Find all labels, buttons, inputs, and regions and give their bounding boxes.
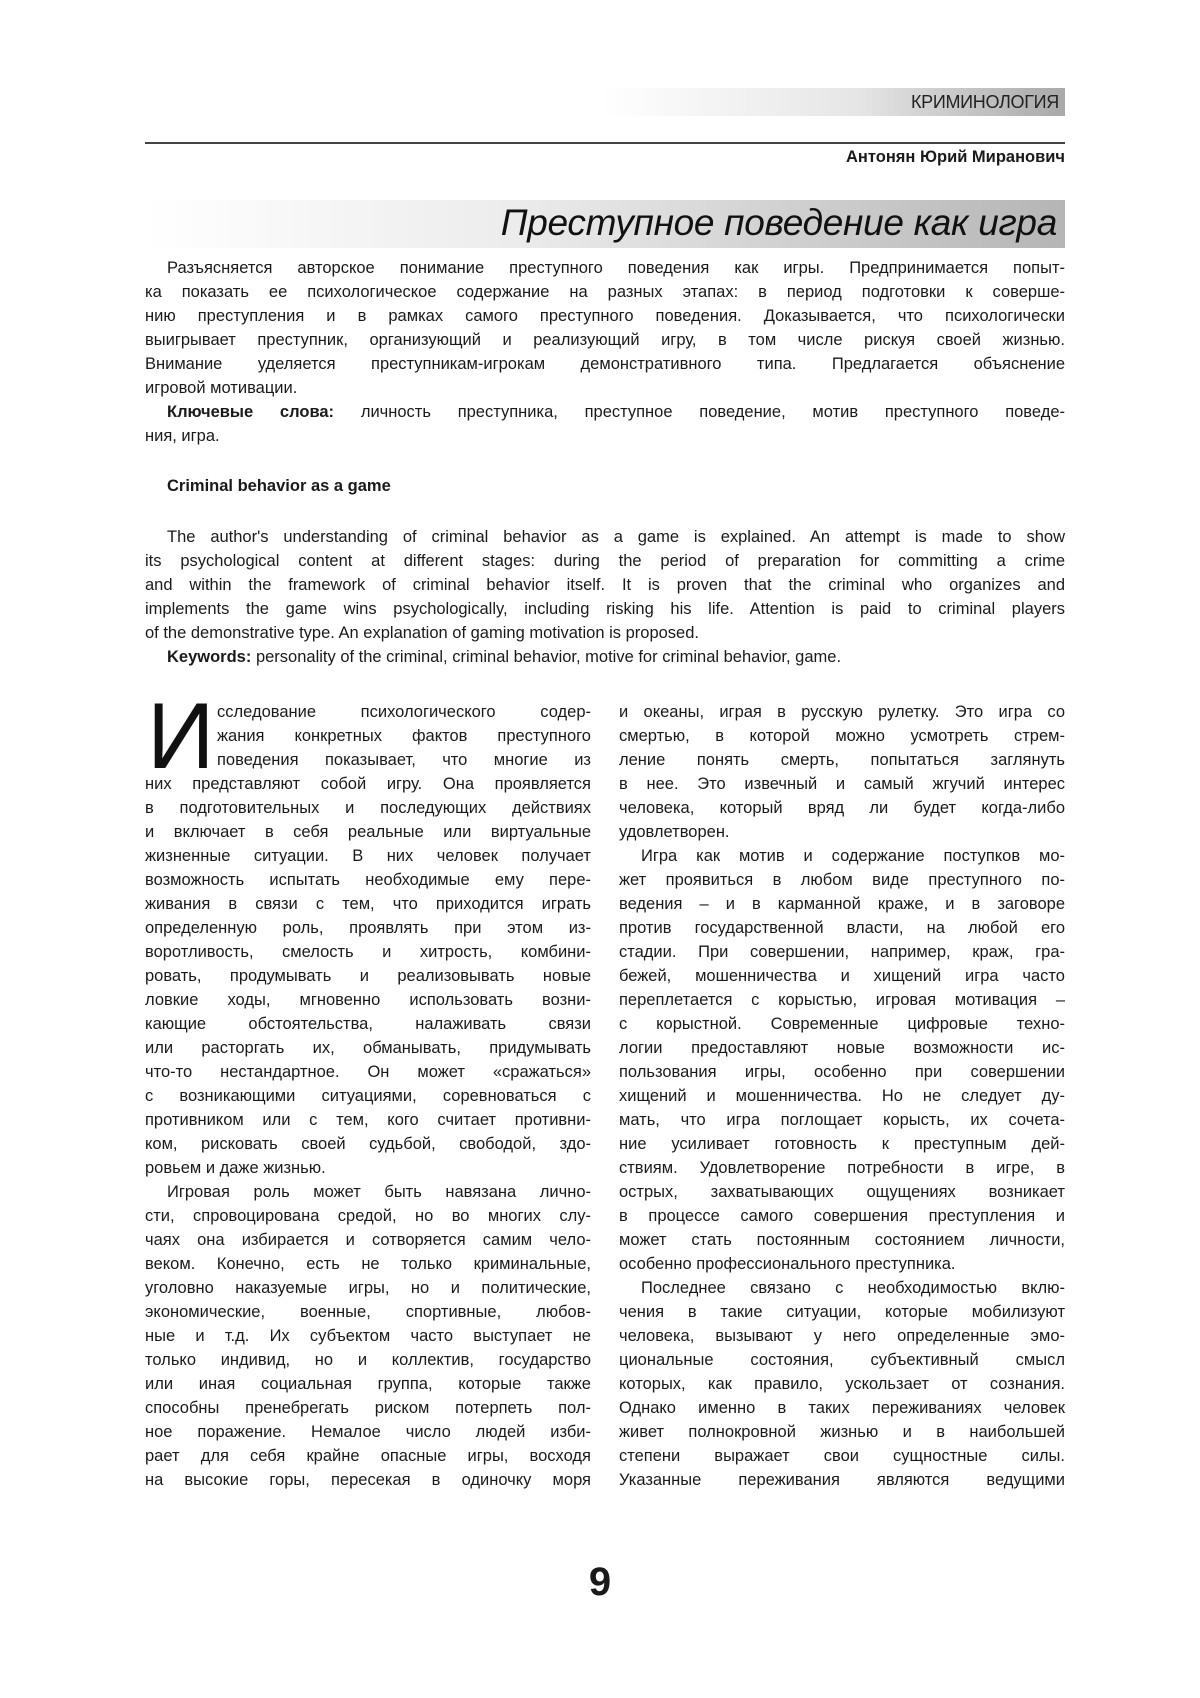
keywords-label: Keywords:	[167, 648, 251, 666]
text-line: Внимание уделяется преступникам-игрокам демонстративного типа. Предлагается объяснение	[145, 352, 1065, 376]
text-line: Игра как мотив и содержание поступков мо-	[619, 844, 1065, 868]
text-line: против государственной власти, на любой его	[619, 916, 1065, 940]
text-line: ровьем и даже жизнью.	[145, 1156, 591, 1180]
text-line: только индивид, но и коллектив, государство	[145, 1348, 591, 1372]
header-divider	[145, 142, 1065, 144]
text-line: возможность испытать необходимые ему пере-	[145, 868, 591, 892]
keywords-label: Ключевые слова:	[167, 403, 334, 421]
text-line: живания в связи с тем, что приходится играть	[145, 892, 591, 916]
text-line: что-то нестандартное. Он может «сражаться»	[145, 1060, 591, 1084]
keywords-text: personality of the criminal, criminal behavior, motive for criminal behavior, game.	[251, 648, 841, 666]
text-line: ловкие ходы, мгновенно использовать возни-	[145, 988, 591, 1012]
english-title: Criminal behavior as a game	[167, 477, 391, 496]
abstract-russian	[145, 256, 1065, 448]
text-line: экономические, военные, спортивные, любов-	[145, 1300, 591, 1324]
text-line: в процессе самого совершения преступления и	[619, 1204, 1065, 1228]
keywords-text: личность преступника, преступное поведение, мотив преступного поведе-	[334, 403, 1065, 421]
text-line: острых, захватывающих ощущениях возникает	[619, 1180, 1065, 1204]
text-line: Указанные переживания являются ведущими	[619, 1468, 1065, 1492]
text-line: переплетается с корыстью, игровая мотивация –	[619, 988, 1065, 1012]
text-line: в нее. Это извечный и самый жгучий интерес	[619, 772, 1065, 796]
text-line: циональные состояния, субъективный смысл	[619, 1348, 1065, 1372]
paragraph	[145, 700, 591, 1180]
text-line: The author's understanding of criminal behavior as a game is explained. An attempt is made to show	[145, 525, 1065, 549]
text-line: игровой мотивации.	[145, 376, 1065, 400]
text-line	[145, 645, 1065, 669]
text-line: степени выражает свои сущностные силы.	[619, 1444, 1065, 1468]
paragraph	[619, 700, 1065, 844]
text-line: и океаны, играя в русскую рулетку. Это игра со	[619, 700, 1065, 724]
text-line: на высокие горы, пересекая в одиночку моря	[145, 1468, 591, 1492]
text-line: ровать, продумывать и реализовывать новые	[145, 964, 591, 988]
text-line: бежей, мошенничества и хищений игра часто	[619, 964, 1065, 988]
text-line: способны пренебрегать риском потерпеть пол-	[145, 1396, 591, 1420]
text-line: с возникающими ситуациями, соревноваться с	[145, 1084, 591, 1108]
text-line: implements the game wins psychologically, including risking his life. Attention is paid to criminal players	[145, 597, 1065, 621]
text-line: ные и т.д. Их субъектом часто выступает не	[145, 1324, 591, 1348]
text-line: веком. Конечно, есть не только криминальные,	[145, 1252, 591, 1276]
text-line: с корыстной. Современные цифровые техно-	[619, 1012, 1065, 1036]
text-line: ление понять смерть, попытаться заглянуть	[619, 748, 1065, 772]
text-line: of the demonstrative type. An explanation of gaming motivation is proposed.	[145, 621, 1065, 645]
text-line: ком, рисковать своей судьбой, свободой, здо-	[145, 1132, 591, 1156]
text-line: Однако именно в таких переживаниях человек	[619, 1396, 1065, 1420]
text-line: человека, который вряд ли будет когда-либо	[619, 796, 1065, 820]
text-line: определенную роль, проявлять при этом из-	[145, 916, 591, 940]
section-header-band	[600, 88, 1065, 116]
text-line: нию преступления и в рамках самого преступного поведения. Доказывается, что психологически	[145, 304, 1065, 328]
text-line: живет полнокровной жизнью и в наибольшей	[619, 1420, 1065, 1444]
body-right-column	[619, 700, 1065, 1492]
text-line: уголовно наказуемые игры, но и политические,	[145, 1276, 591, 1300]
text-line: пользования игры, особенно при совершении	[619, 1060, 1065, 1084]
text-line: ние усиливает готовность к преступным дей-	[619, 1132, 1065, 1156]
article-title: Преступное поведение как игра	[501, 202, 1057, 244]
text-line: ния, игра.	[145, 424, 1065, 448]
text-line: которых, как правило, ускользает от сознания.	[619, 1372, 1065, 1396]
abstract-english	[145, 525, 1065, 669]
text-line: чения в такие ситуации, которые мобилизуют	[619, 1300, 1065, 1324]
text-line: поведения показывает, что многие из	[217, 748, 591, 772]
text-line: логии предоставляют новые возможности ис-	[619, 1036, 1065, 1060]
text-line: удовлетворен.	[619, 820, 1065, 844]
text-line: and within the framework of criminal behavior itself. It is proven that the criminal who organizes and	[145, 573, 1065, 597]
paragraph	[619, 844, 1065, 1276]
text-line: стадии. При совершении, например, краж, гра-	[619, 940, 1065, 964]
text-line: its psychological content at different stages: during the period of preparation for committing a crime	[145, 549, 1065, 573]
body-left-column	[145, 700, 591, 1492]
text-line: особенно профессионального преступника.	[619, 1252, 1065, 1276]
author-name: Антонян Юрий Миранович	[846, 148, 1065, 167]
text-line: Игровая роль может быть навязана лично-	[145, 1180, 591, 1204]
text-line: мать, что игра поглощает корысть, их сочета-	[619, 1108, 1065, 1132]
text-line: сти, спровоцирована средой, но во многих слу-	[145, 1204, 591, 1228]
text-line: жизненные ситуации. В них человек получает	[145, 844, 591, 868]
text-line: хищений и мошенничества. Но не следует ду-	[619, 1084, 1065, 1108]
text-line: Последнее связано с необходимостью вклю-	[619, 1276, 1065, 1300]
text-line: выигрывает преступник, организующий и реализующий игру, в том числе рискуя своей жизнью.	[145, 328, 1065, 352]
text-line: кающие обстоятельства, налаживать связи	[145, 1012, 591, 1036]
text-line: ствиям. Удовлетворение потребности в игре, в	[619, 1156, 1065, 1180]
text-line: может стать постоянным состоянием личности,	[619, 1228, 1065, 1252]
text-line: ное поражение. Немалое число людей изби-	[145, 1420, 591, 1444]
text-line: рает для себя крайне опасные игры, восходя	[145, 1444, 591, 1468]
text-line: человека, вызывают у него определенные эмо-	[619, 1324, 1065, 1348]
text-line: воротливость, смелость и хитрость, комбини-	[145, 940, 591, 964]
text-line: и включает в себя реальные или виртуальные	[145, 820, 591, 844]
text-line: сследование психологического содер-	[217, 700, 591, 724]
page-number: 9	[0, 1560, 1200, 1605]
text-line: или расторгать их, обманывать, придумывать	[145, 1036, 591, 1060]
drop-cap: И	[147, 696, 215, 776]
paragraph	[145, 1180, 591, 1492]
text-line: Разъясняется авторское понимание преступного поведения как игры. Предпринимается попыт-	[145, 256, 1065, 280]
text-line: смертью, в которой можно усмотреть стрем-	[619, 724, 1065, 748]
text-line: или иная социальная группа, которые также	[145, 1372, 591, 1396]
text-line: них представляют собой игру. Она проявляется	[145, 772, 591, 796]
text-line: чаях она избирается и сотворяется самим чело-	[145, 1228, 591, 1252]
paragraph	[619, 1276, 1065, 1492]
text-line: жания конкретных фактов преступного	[217, 724, 591, 748]
text-line: в подготовительных и последующих действиях	[145, 796, 591, 820]
text-line	[145, 400, 1065, 424]
title-band	[145, 200, 1065, 248]
text-line: противником или с тем, кого считает противни-	[145, 1108, 591, 1132]
text-line: жет проявиться в любом виде преступного по-	[619, 868, 1065, 892]
text-line: ведения – и в карманной краже, и в заговоре	[619, 892, 1065, 916]
text-line: ка показать ее психологическое содержание на разных этапах: в период подготовки к соверше-	[145, 280, 1065, 304]
section-label: КРИМИНОЛОГИЯ	[911, 92, 1059, 113]
